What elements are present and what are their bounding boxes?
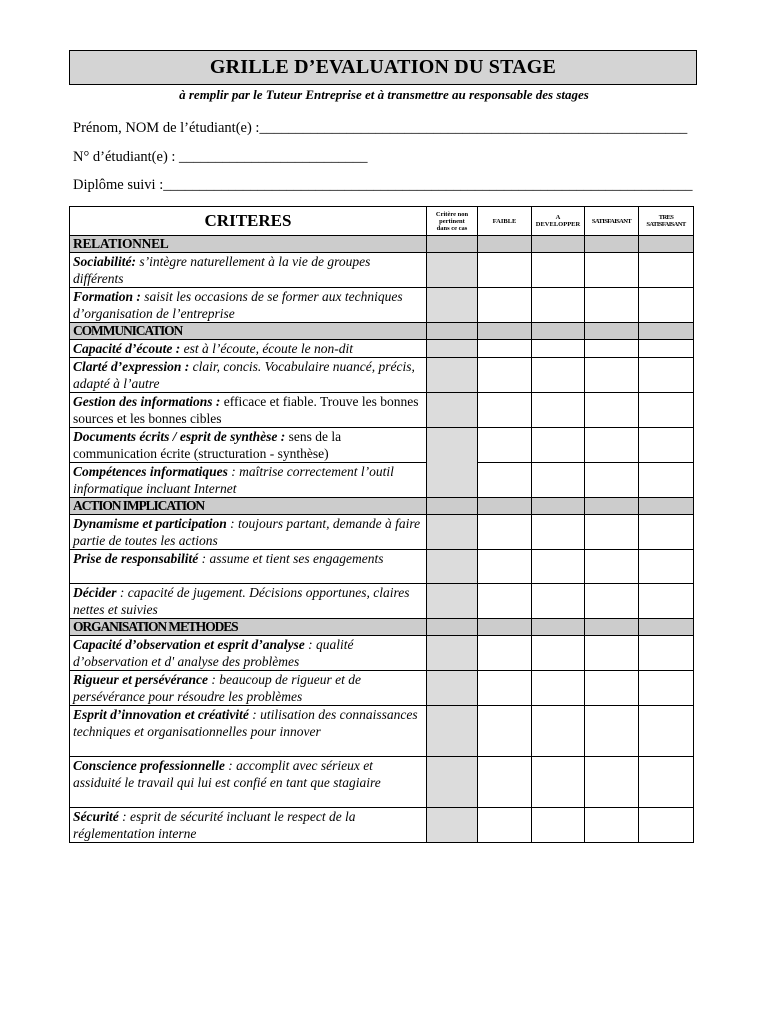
section-relationnel: RELATIONNEL [70,236,427,253]
table-row [70,463,694,498]
col-tres-satisfaisant-line2: SATISFAISANT [646,221,686,228]
section-row-action [70,498,694,515]
criterion-label: Sécurité [73,809,119,824]
rating-satisfaisant[interactable] [585,757,639,808]
col-a-developper-line1: A [555,214,561,221]
rating-non-pertinent[interactable] [427,757,478,808]
criterion-label: Formation : [73,289,141,304]
rating-satisfaisant[interactable] [585,671,639,706]
table-row [70,253,694,288]
rating-faible[interactable] [478,340,532,358]
criterion-desc: est à l’écoute, écoute le non-dit [180,341,354,356]
criterion-label: Clarté d’expression : [73,359,190,374]
rating-a-developper[interactable] [532,584,585,619]
rating-satisfaisant[interactable] [585,636,639,671]
rating-satisfaisant[interactable] [585,706,639,757]
rating-satisfaisant[interactable] [585,288,639,323]
rating-satisfaisant[interactable] [585,393,639,428]
criterion-desc: : capacité de jugement. Décisions opportunes, claires nettes et suivies [73,585,410,617]
student-number-field[interactable]: N° d’étudiant(e) : __________________________ [73,149,368,165]
rating-faible[interactable] [478,706,532,757]
rating-tres-satisfaisant[interactable] [639,671,694,706]
table-row [70,757,694,808]
criterion-desc: : esprit de sécurité incluant le respect de la réglementation interne [73,809,356,841]
rating-faible[interactable] [478,463,532,498]
section-row-relationnel [70,236,694,253]
criterion-desc: s’intègre naturellement à la vie de groupes différents [73,254,371,286]
subtitle: à remplir par le Tuteur Entreprise et à transmettre au responsable des stages [179,87,589,102]
rating-faible[interactable] [478,671,532,706]
criterion-desc: efficace et fiable. Trouve les bonnes sources et les bonnes cibles [73,394,419,426]
page-title: GRILLE D’EVALUATION DU STAGE [209,56,557,78]
rating-a-developper[interactable] [532,393,585,428]
table-row [70,706,694,757]
rating-tres-satisfaisant[interactable] [639,253,694,288]
rating-satisfaisant[interactable] [585,253,639,288]
rating-non-pertinent[interactable] [427,358,478,393]
rating-tres-satisfaisant[interactable] [639,515,694,550]
rating-a-developper[interactable] [532,253,585,288]
rating-satisfaisant[interactable] [585,584,639,619]
col-non-pertinent-header [427,207,478,236]
criterion-desc: : qualité d’observation et d' analyse des problèmes [73,637,354,669]
criterion-observation [70,636,427,671]
rating-faible[interactable] [478,584,532,619]
rating-satisfaisant[interactable] [585,808,639,843]
criterion-expression [70,358,427,393]
rating-non-pertinent[interactable] [427,515,478,550]
rating-tres-satisfaisant[interactable] [639,584,694,619]
rating-a-developper[interactable] [532,428,585,463]
criterion-desc: : utilisation des connaissances techniques et organisationnelles pour innover [73,707,418,739]
rating-faible[interactable] [478,515,532,550]
rating-tres-satisfaisant[interactable] [639,393,694,428]
rating-a-developper[interactable] [532,463,585,498]
criterion-desc: saisit les occasions de se former aux techniques d’organisation de l’entreprise [73,289,403,321]
criterion-decider [70,584,427,619]
criterion-label: Rigueur et persévérance [73,672,208,687]
table-row [70,515,694,550]
rating-tres-satisfaisant[interactable] [639,428,694,463]
evaluation-grid [69,206,694,843]
criterion-desc: : accomplit avec sérieux et assiduité le travail qui lui est confié en tant que stagiaire [73,758,381,790]
rating-a-developper[interactable] [532,706,585,757]
rating-a-developper[interactable] [532,550,585,584]
criterion-informatique [70,463,427,498]
rating-non-pertinent[interactable] [427,393,478,428]
table-row [70,428,694,463]
rating-a-developper[interactable] [532,515,585,550]
rating-satisfaisant[interactable] [585,515,639,550]
criterion-label: Capacité d’écoute : [73,341,181,356]
rating-faible[interactable] [478,288,532,323]
rating-tres-satisfaisant[interactable] [639,358,694,393]
rating-tres-satisfaisant[interactable] [639,550,694,584]
criterion-label: Décider [73,585,117,600]
criterion-label: Documents écrits / esprit de synthèse : [73,429,286,444]
rating-tres-satisfaisant[interactable] [639,340,694,358]
col-faible-header: FAIBLE [478,207,532,236]
table-row [70,393,694,428]
rating-non-pertinent[interactable] [427,584,478,619]
section-organisation-methodes: ORGANISATION METHODES [70,619,427,636]
table-row [70,808,694,843]
rating-a-developper[interactable] [532,757,585,808]
table-row [70,584,694,619]
rating-non-pertinent[interactable] [427,808,478,843]
criterion-dynamisme [70,515,427,550]
criterion-desc: clair, concis. Vocabulaire nuancé, précis, adapté à l’autre [73,359,415,391]
section-communication: COMMUNICATION [70,323,427,340]
rating-satisfaisant[interactable] [585,463,639,498]
criterion-formation [70,288,427,323]
rating-tres-satisfaisant[interactable] [639,706,694,757]
rating-a-developper[interactable] [532,358,585,393]
rating-non-pertinent[interactable] [427,636,478,671]
criterion-sociabilite [70,253,427,288]
criterion-gestion [70,393,427,428]
rating-faible[interactable] [478,808,532,843]
criterion-rigueur [70,671,427,706]
criteres-header: CRITERES [70,207,427,236]
rating-non-pertinent[interactable] [427,340,478,358]
title-box [69,50,697,85]
criterion-desc: : beaucoup de rigueur et de persévérance pour résoudre les problèmes [73,672,361,704]
rating-tres-satisfaisant[interactable] [639,636,694,671]
rating-faible[interactable] [478,636,532,671]
table-row [70,671,694,706]
criterion-label: Dynamisme et participation [73,516,227,531]
criterion-innovation [70,706,427,757]
student-name-field[interactable]: Prénom, NOM de l’étudiant(e) :___________________________________________________________ [73,120,688,136]
rating-satisfaisant[interactable] [585,550,639,584]
rating-satisfaisant[interactable] [585,358,639,393]
diploma-field[interactable]: Diplôme suivi :_________________________________________________________________________ [73,177,693,193]
criterion-desc: : maîtrise correctement l’outil informatique incluant Internet [73,464,394,496]
rating-a-developper[interactable] [532,808,585,843]
rating-faible[interactable] [478,393,532,428]
rating-a-developper[interactable] [532,671,585,706]
rating-faible[interactable] [478,757,532,808]
rating-a-developper[interactable] [532,636,585,671]
criterion-desc: sens de la communication écrite (structuration - synthèse) [73,429,342,461]
col-non-pertinent-line1: Critère non [435,210,469,218]
section-action-implication: ACTION IMPLICATION [70,498,427,515]
col-a-developper-header [532,207,585,236]
rating-tres-satisfaisant[interactable] [639,463,694,498]
table-row [70,636,694,671]
criterion-label: Sociabilité: [73,254,136,269]
table-row [70,340,694,358]
rating-satisfaisant[interactable] [585,428,639,463]
col-non-pertinent-line2: pertinent [439,217,465,225]
rating-faible[interactable] [478,550,532,584]
rating-tres-satisfaisant[interactable] [639,288,694,323]
table-row [70,550,694,584]
criterion-ecoute [70,340,427,358]
header-row [70,207,694,236]
criterion-desc: : assume et tient ses engagements [198,551,384,566]
col-non-pertinent-line3: dans ce cas [436,224,468,232]
rating-a-developper[interactable] [532,288,585,323]
rating-non-pertinent[interactable] [427,428,478,498]
rating-faible[interactable] [478,253,532,288]
criterion-securite [70,808,427,843]
col-a-developper-line2: DEVELOPPER [535,221,581,228]
section-row-communication [70,323,694,340]
rating-non-pertinent[interactable] [427,706,478,757]
criterion-label: Esprit d’innovation et créativité [73,707,249,722]
rating-tres-satisfaisant[interactable] [639,808,694,843]
criterion-label: Conscience professionnelle [73,758,225,773]
rating-non-pertinent[interactable] [427,671,478,706]
rating-satisfaisant[interactable] [585,340,639,358]
rating-tres-satisfaisant[interactable] [639,757,694,808]
table-row [70,288,694,323]
rating-non-pertinent[interactable] [427,550,478,584]
criterion-label: Gestion des informations : [73,394,221,409]
criterion-documents [70,428,427,463]
criterion-label: Prise de responsabilité [73,551,199,566]
criterion-label: Capacité d’observation et esprit d’analyse [73,637,305,652]
col-tres-satisfaisant-line1: TRES [658,214,674,221]
col-satisfaisant-header: SATISFAISANT [585,207,639,236]
rating-non-pertinent[interactable] [427,253,478,288]
criterion-conscience [70,757,427,808]
section-row-organisation [70,619,694,636]
col-tres-satisfaisant-header [639,207,694,236]
rating-faible[interactable] [478,428,532,463]
rating-faible[interactable] [478,358,532,393]
table-row [70,358,694,393]
rating-a-developper[interactable] [532,340,585,358]
criterion-label: Compétences informatiques [73,464,228,479]
rating-non-pertinent[interactable] [427,288,478,323]
criterion-desc: : toujours partant, demande à faire partie de toutes les actions [73,516,421,548]
criterion-responsabilite [70,550,427,584]
